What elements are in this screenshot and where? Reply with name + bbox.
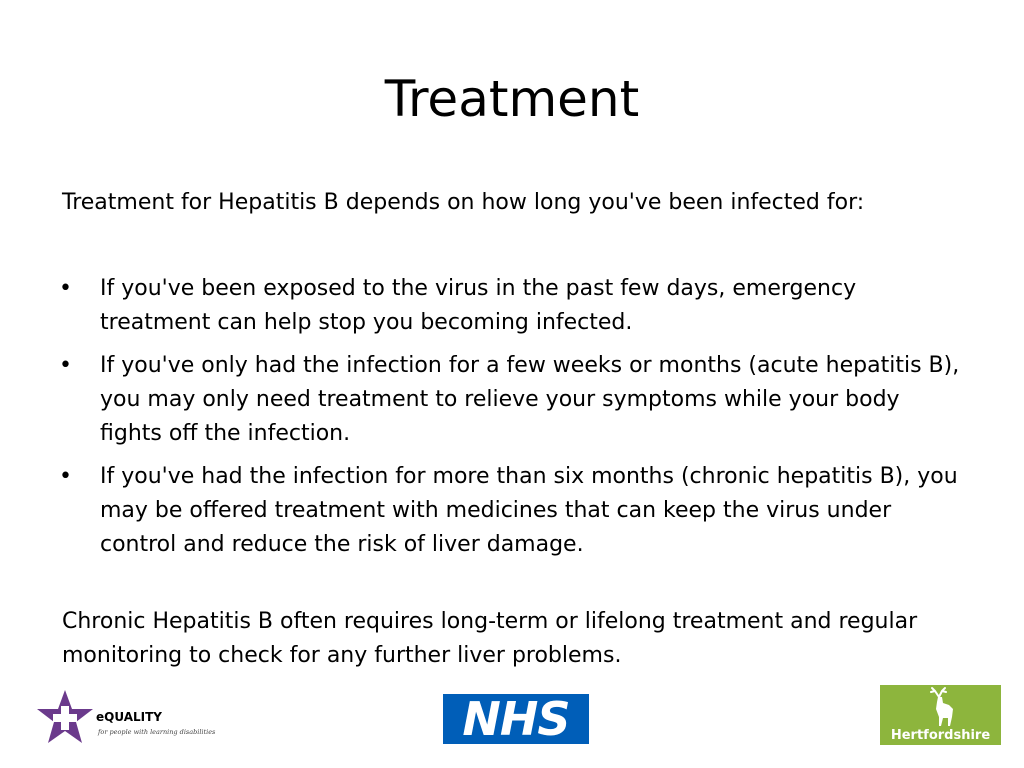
bullet-text: If you've been exposed to the virus in the past few days, emergency treatment can help stop you becoming infected. xyxy=(100,276,857,335)
bullet-item xyxy=(59,349,962,451)
bullet-text: If you've had the infection for more than six months (chronic hepatitis B), you may be offered treatment with medicines that can keep the virus under control and reduce the risk of liver damage. xyxy=(100,464,958,557)
bullet-list xyxy=(59,272,962,562)
slide-title: Treatment xyxy=(384,70,640,128)
equality-logo xyxy=(34,688,254,746)
equality-name: eQUALITY xyxy=(96,710,162,724)
bullet-dot: • xyxy=(59,276,72,301)
bullet-dot: • xyxy=(59,353,72,378)
outro-paragraph: Chronic Hepatitis B often requires long-term or lifelong treatment and regular monitoring to check for any further liver problems. xyxy=(62,609,918,668)
hart-icon xyxy=(925,687,957,727)
bullet-text: If you've only had the infection for a few weeks or months (acute hepatitis B), you may only need treatment to relieve your symptoms while your body fights off the infection. xyxy=(100,353,960,446)
star-cross-icon xyxy=(34,688,96,746)
nhs-logo: NHS xyxy=(443,694,589,744)
equality-tagline: for people with learning disabilities xyxy=(98,728,216,736)
hertfordshire-logo xyxy=(880,685,1001,745)
slide-body xyxy=(59,186,962,672)
hertfordshire-name: Hertfordshire xyxy=(890,728,991,743)
bullet-dot: • xyxy=(59,464,72,489)
bullet-item xyxy=(59,460,962,562)
intro-paragraph: Treatment for Hepatitis B depends on how long you've been infected for: xyxy=(62,190,865,215)
bullet-item xyxy=(59,272,962,340)
